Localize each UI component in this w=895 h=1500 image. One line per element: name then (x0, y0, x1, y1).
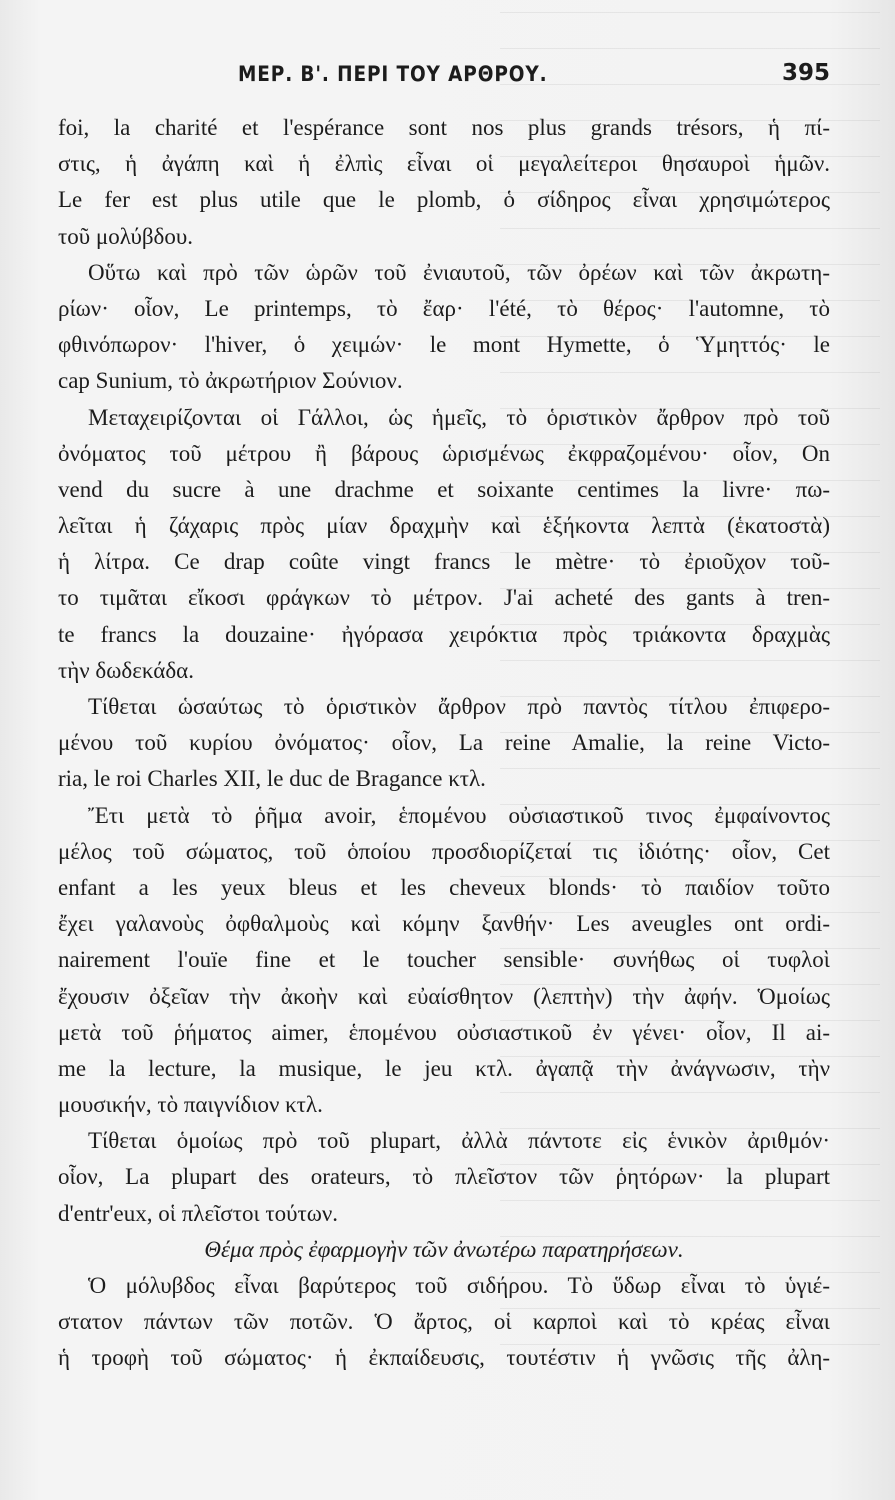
text-line: μετὰ τοῦ ῥήματος aimer, ἑπομένου οὐσιαστικοῦ ἐν γένει· οἷον, Il ai- (58, 1019, 830, 1045)
page-number: 395 (781, 60, 830, 86)
text-line: d'entr'eux, οἱ πλεῖστοι τούτων. (58, 1200, 339, 1226)
text-line: το τιμᾶται εἴκοσι φράγκων τὸ μέτρον. J'ai acheté des gants à tren- (58, 585, 830, 611)
section-heading: Θέμα πρὸς ἐφαρμογὴν τῶν ἀνωτέρω παρατηρήσεων. (204, 1236, 684, 1262)
text-line: τὴν δωδεκάδα. (58, 657, 194, 683)
text-line: στις, ἡ ἀγάπη καὶ ἡ ἐλπὶς εἶναι οἱ μεγαλείτεροι θησαυροὶ ἡμῶν. (58, 151, 830, 177)
text-line: me la lecture, la musique, le jeu κτλ. ἀγαπᾷ τὴν ἀνάγνωσιν, τὴν (58, 1055, 830, 1081)
text-line: στατον πάντων τῶν ποτῶν. Ὁ ἄρτος, οἱ καρποὶ καὶ τὸ κρέας εἶναι (58, 1309, 830, 1335)
text-line: Τίθεται ὁμοίως πρὸ τοῦ plupart, ἀλλὰ πάντοτε εἰς ἑνικὸν ἀριθμόν· (88, 1128, 830, 1154)
text-line: τοῦ μολύβδου. (58, 223, 194, 249)
text-line: οἷον, La plupart des orateurs, τὸ πλεῖστον τῶν ῥητόρων· la plupart (58, 1164, 830, 1190)
text-line: foi, la charité et l'espérance sont nos plus grands trésors, ἡ πί- (58, 115, 830, 140)
text-line: enfant a les yeux bleus et les cheveux blonds· τὸ παιδίον τοῦτο (58, 874, 830, 900)
text-line: ἡ λίτρα. Ce drap coûte vingt francs le mètre· τὸ ἐριοῦχον τοῦ- (58, 549, 830, 575)
text-line: λεῖται ἡ ζάχαρις πρὸς μίαν δραχμὴν καὶ ἑξήκοντα λεπτὰ (ἑκατοστὰ) (58, 513, 830, 539)
text-line: μουσικήν, τὸ παιγνίδιον κτλ. (58, 1092, 323, 1118)
text-line: ὀνόματος τοῦ μέτρου ἢ βάρους ὡρισμένως ἐκφραζομένου· οἷον, On (58, 440, 830, 466)
text-line: Ὁ μόλυβδος εἶναι βαρύτερος τοῦ σιδήρου. Τὸ ὕδωρ εἶναι τὸ ὑγιέ- (88, 1273, 830, 1298)
text-line: ρίων· οἷον, Le printemps, τὸ ἔαρ· l'été, τὸ θέρος· l'automne, τὸ (58, 295, 830, 321)
text-line: nairement l'ouïe fine et le toucher sensible· συνήθως οἱ τυφλοὶ (58, 947, 830, 973)
text-line: Le fer est plus utile que le plomb, ὁ σίδηρος εἶναι χρησιμώτερος (58, 187, 830, 213)
running-head: ΜΕΡ. Β'. ΠΕΡΙ ΤΟΥ ΑΡΘΡΟΥ. (238, 62, 548, 86)
text-line: Μεταχειρίζονται οἱ Γάλλοι, ὡς ἡμεῖς, τὸ ὁριστικὸν ἄρθρον πρὸ τοῦ (88, 404, 830, 430)
text-line: Οὕτω καὶ πρὸ τῶν ὡρῶν τοῦ ἐνιαυτοῦ, τῶν ὀρέων καὶ τῶν ἀκρωτη- (88, 259, 830, 285)
text-line: te francs la douzaine· ἠγόρασα χειρόκτια πρὸς τριάκοντα δραχμὰς (58, 621, 830, 647)
text-line: μένου τοῦ κυρίου ὀνόματος· οἷον, La reine Amalie, la reine Victo- (58, 730, 830, 756)
page-header (58, 56, 830, 96)
body-text (58, 110, 830, 1377)
text-line: Ἔτι μετὰ τὸ ῥῆμα avoir, ἑπομένου οὐσιαστικοῦ τινος ἐμφαίνοντος (88, 802, 830, 828)
text-line: Τίθεται ὡσαύτως τὸ ὁριστικὸν ἄρθρον πρὸ παντὸς τίτλου ἐπιφερο- (88, 694, 830, 719)
text-line: φθινόπωρον· l'hiver, ὁ χειμών· le mont Hymette, ὁ Ὑμηττός· le (58, 332, 830, 358)
text-line: μέλος τοῦ σώματος, τοῦ ὁποίου προσδιορίζεταί τις ἰδιότης· οἷον, Cet (58, 838, 830, 864)
text-line: ἔχουσιν ὀξεῖαν τὴν ἀκοὴν καὶ εὐαίσθητον (λεπτὴν) τὴν ἀφήν. Ὁμοίως (58, 983, 830, 1009)
text-line: ἔχει γαλανοὺς ὀφθαλμοὺς καὶ κόμην ξανθήν· Les aveugles ont ordi- (58, 911, 830, 937)
text-line: cap Sunium, τὸ ἀκρωτήριον Σούνιον. (58, 368, 403, 394)
text-line: vend du sucre à une drachme et soixante centimes la livre· πω- (58, 476, 830, 502)
text-line: ria, le roi Charles XII, le duc de Bragance κτλ. (58, 766, 486, 792)
text-line: ἡ τροφὴ τοῦ σώματος· ἡ ἐκπαίδευσις, τουτέστιν ἡ γνῶσις τῆς ἀλη- (58, 1345, 830, 1371)
